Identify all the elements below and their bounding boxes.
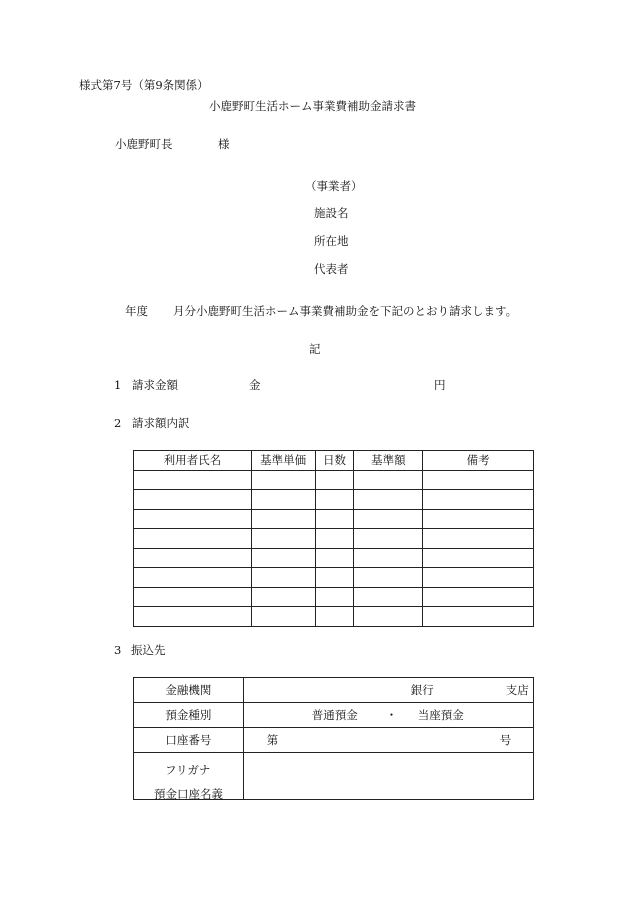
request-statement: 月分小鹿野町生活ホーム事業費補助金を下記のとおり請求します。 xyxy=(173,304,518,318)
representative-label: 代表者 xyxy=(314,262,349,276)
table-cell[interactable] xyxy=(251,587,315,607)
header-remarks: 備考 xyxy=(423,451,534,471)
bank-suffix: 銀行 xyxy=(410,683,434,697)
request-year-label: 年度 xyxy=(125,304,148,318)
addressee-honorific: 様 xyxy=(218,137,230,151)
account-holder-row xyxy=(134,753,534,800)
table-row xyxy=(134,548,534,568)
table-cell[interactable] xyxy=(423,529,534,549)
document-title: 小鹿野町生活ホーム事業費補助金請求書 xyxy=(209,99,416,113)
table-cell[interactable] xyxy=(315,470,354,490)
table-cell[interactable] xyxy=(423,587,534,607)
table-cell[interactable] xyxy=(354,607,423,627)
account-number-label: 口座番号 xyxy=(134,728,244,753)
header-days: 日数 xyxy=(315,451,354,471)
table-row xyxy=(134,509,534,529)
table-row xyxy=(134,568,534,588)
breakdown-table-body xyxy=(134,470,534,626)
table-cell[interactable] xyxy=(315,490,354,510)
table-cell[interactable] xyxy=(423,607,534,627)
account-type-field[interactable] xyxy=(243,703,533,728)
institution-label: 金融機関 xyxy=(134,678,244,703)
table-cell[interactable] xyxy=(315,587,354,607)
account-number-field[interactable] xyxy=(243,728,533,753)
table-cell[interactable] xyxy=(251,490,315,510)
table-cell[interactable] xyxy=(315,548,354,568)
table-cell[interactable] xyxy=(251,509,315,529)
table-row xyxy=(134,490,534,510)
table-cell[interactable] xyxy=(315,529,354,549)
header-unit-price: 基準単価 xyxy=(251,451,315,471)
number-prefix: 第 xyxy=(266,733,279,747)
branch-suffix: 支店 xyxy=(505,683,529,697)
facility-name-label: 施設名 xyxy=(314,206,349,220)
table-cell[interactable] xyxy=(354,548,423,568)
applicant-heading: （事業者） xyxy=(305,179,363,193)
account-holder-label: 預金口座名義 xyxy=(154,787,223,801)
form-number: 様式第7号（第9条関係） xyxy=(79,78,209,92)
table-cell[interactable] xyxy=(354,490,423,510)
table-row xyxy=(134,587,534,607)
amount-prefix: 金 xyxy=(249,378,261,392)
item2-label: 請求額内訳 xyxy=(132,416,190,430)
table-cell[interactable] xyxy=(251,568,315,588)
table-row xyxy=(134,607,534,627)
table-cell[interactable] xyxy=(251,548,315,568)
table-cell[interactable] xyxy=(354,470,423,490)
item3-label: 振込先 xyxy=(131,643,166,657)
item1-number: 1 xyxy=(114,378,122,392)
header-user-name: 利用者氏名 xyxy=(134,451,252,471)
table-cell[interactable] xyxy=(251,607,315,627)
table-cell[interactable] xyxy=(251,470,315,490)
current-deposit-option[interactable]: 当座預金 xyxy=(417,708,464,722)
breakdown-header-row xyxy=(134,451,534,471)
header-base-amount: 基準額 xyxy=(354,451,423,471)
type-separator: ・ xyxy=(385,708,398,722)
table-cell[interactable] xyxy=(134,548,252,568)
table-cell[interactable] xyxy=(423,548,534,568)
table-cell[interactable] xyxy=(134,509,252,529)
table-cell[interactable] xyxy=(134,490,252,510)
table-cell[interactable] xyxy=(423,509,534,529)
number-suffix: 号 xyxy=(499,733,512,747)
table-row xyxy=(134,529,534,549)
item1-label: 請求金額 xyxy=(132,378,178,392)
table-cell[interactable] xyxy=(354,587,423,607)
ki-heading: 記 xyxy=(309,342,321,356)
table-cell[interactable] xyxy=(251,529,315,549)
account-type-label: 預金種別 xyxy=(134,703,244,728)
table-cell[interactable] xyxy=(134,607,252,627)
table-cell[interactable] xyxy=(134,470,252,490)
table-cell[interactable] xyxy=(354,568,423,588)
table-cell[interactable] xyxy=(423,568,534,588)
table-cell[interactable] xyxy=(354,529,423,549)
item3-number: 3 xyxy=(114,643,122,657)
furigana-label: フリガナ xyxy=(165,763,211,777)
table-cell[interactable] xyxy=(134,529,252,549)
breakdown-table xyxy=(133,450,534,627)
table-cell[interactable] xyxy=(315,509,354,529)
table-row xyxy=(134,470,534,490)
table-cell[interactable] xyxy=(134,587,252,607)
table-cell[interactable] xyxy=(354,509,423,529)
table-cell[interactable] xyxy=(134,568,252,588)
table-cell[interactable] xyxy=(315,607,354,627)
amount-unit: 円 xyxy=(434,378,446,392)
account-number-row xyxy=(134,728,534,753)
address-label: 所在地 xyxy=(314,234,349,248)
bank-table xyxy=(133,677,534,800)
account-holder-field[interactable] xyxy=(243,753,533,800)
ordinary-deposit-option[interactable]: 普通預金 xyxy=(311,708,358,722)
bank-institution-row xyxy=(134,678,534,703)
table-cell[interactable] xyxy=(423,490,534,510)
table-cell[interactable] xyxy=(423,470,534,490)
item2-number: 2 xyxy=(114,416,122,430)
table-cell[interactable] xyxy=(315,568,354,588)
account-holder-label-cell xyxy=(134,753,244,800)
institution-field[interactable] xyxy=(243,678,533,703)
addressee-name: 小鹿野町長 xyxy=(115,137,173,151)
account-type-row xyxy=(134,703,534,728)
